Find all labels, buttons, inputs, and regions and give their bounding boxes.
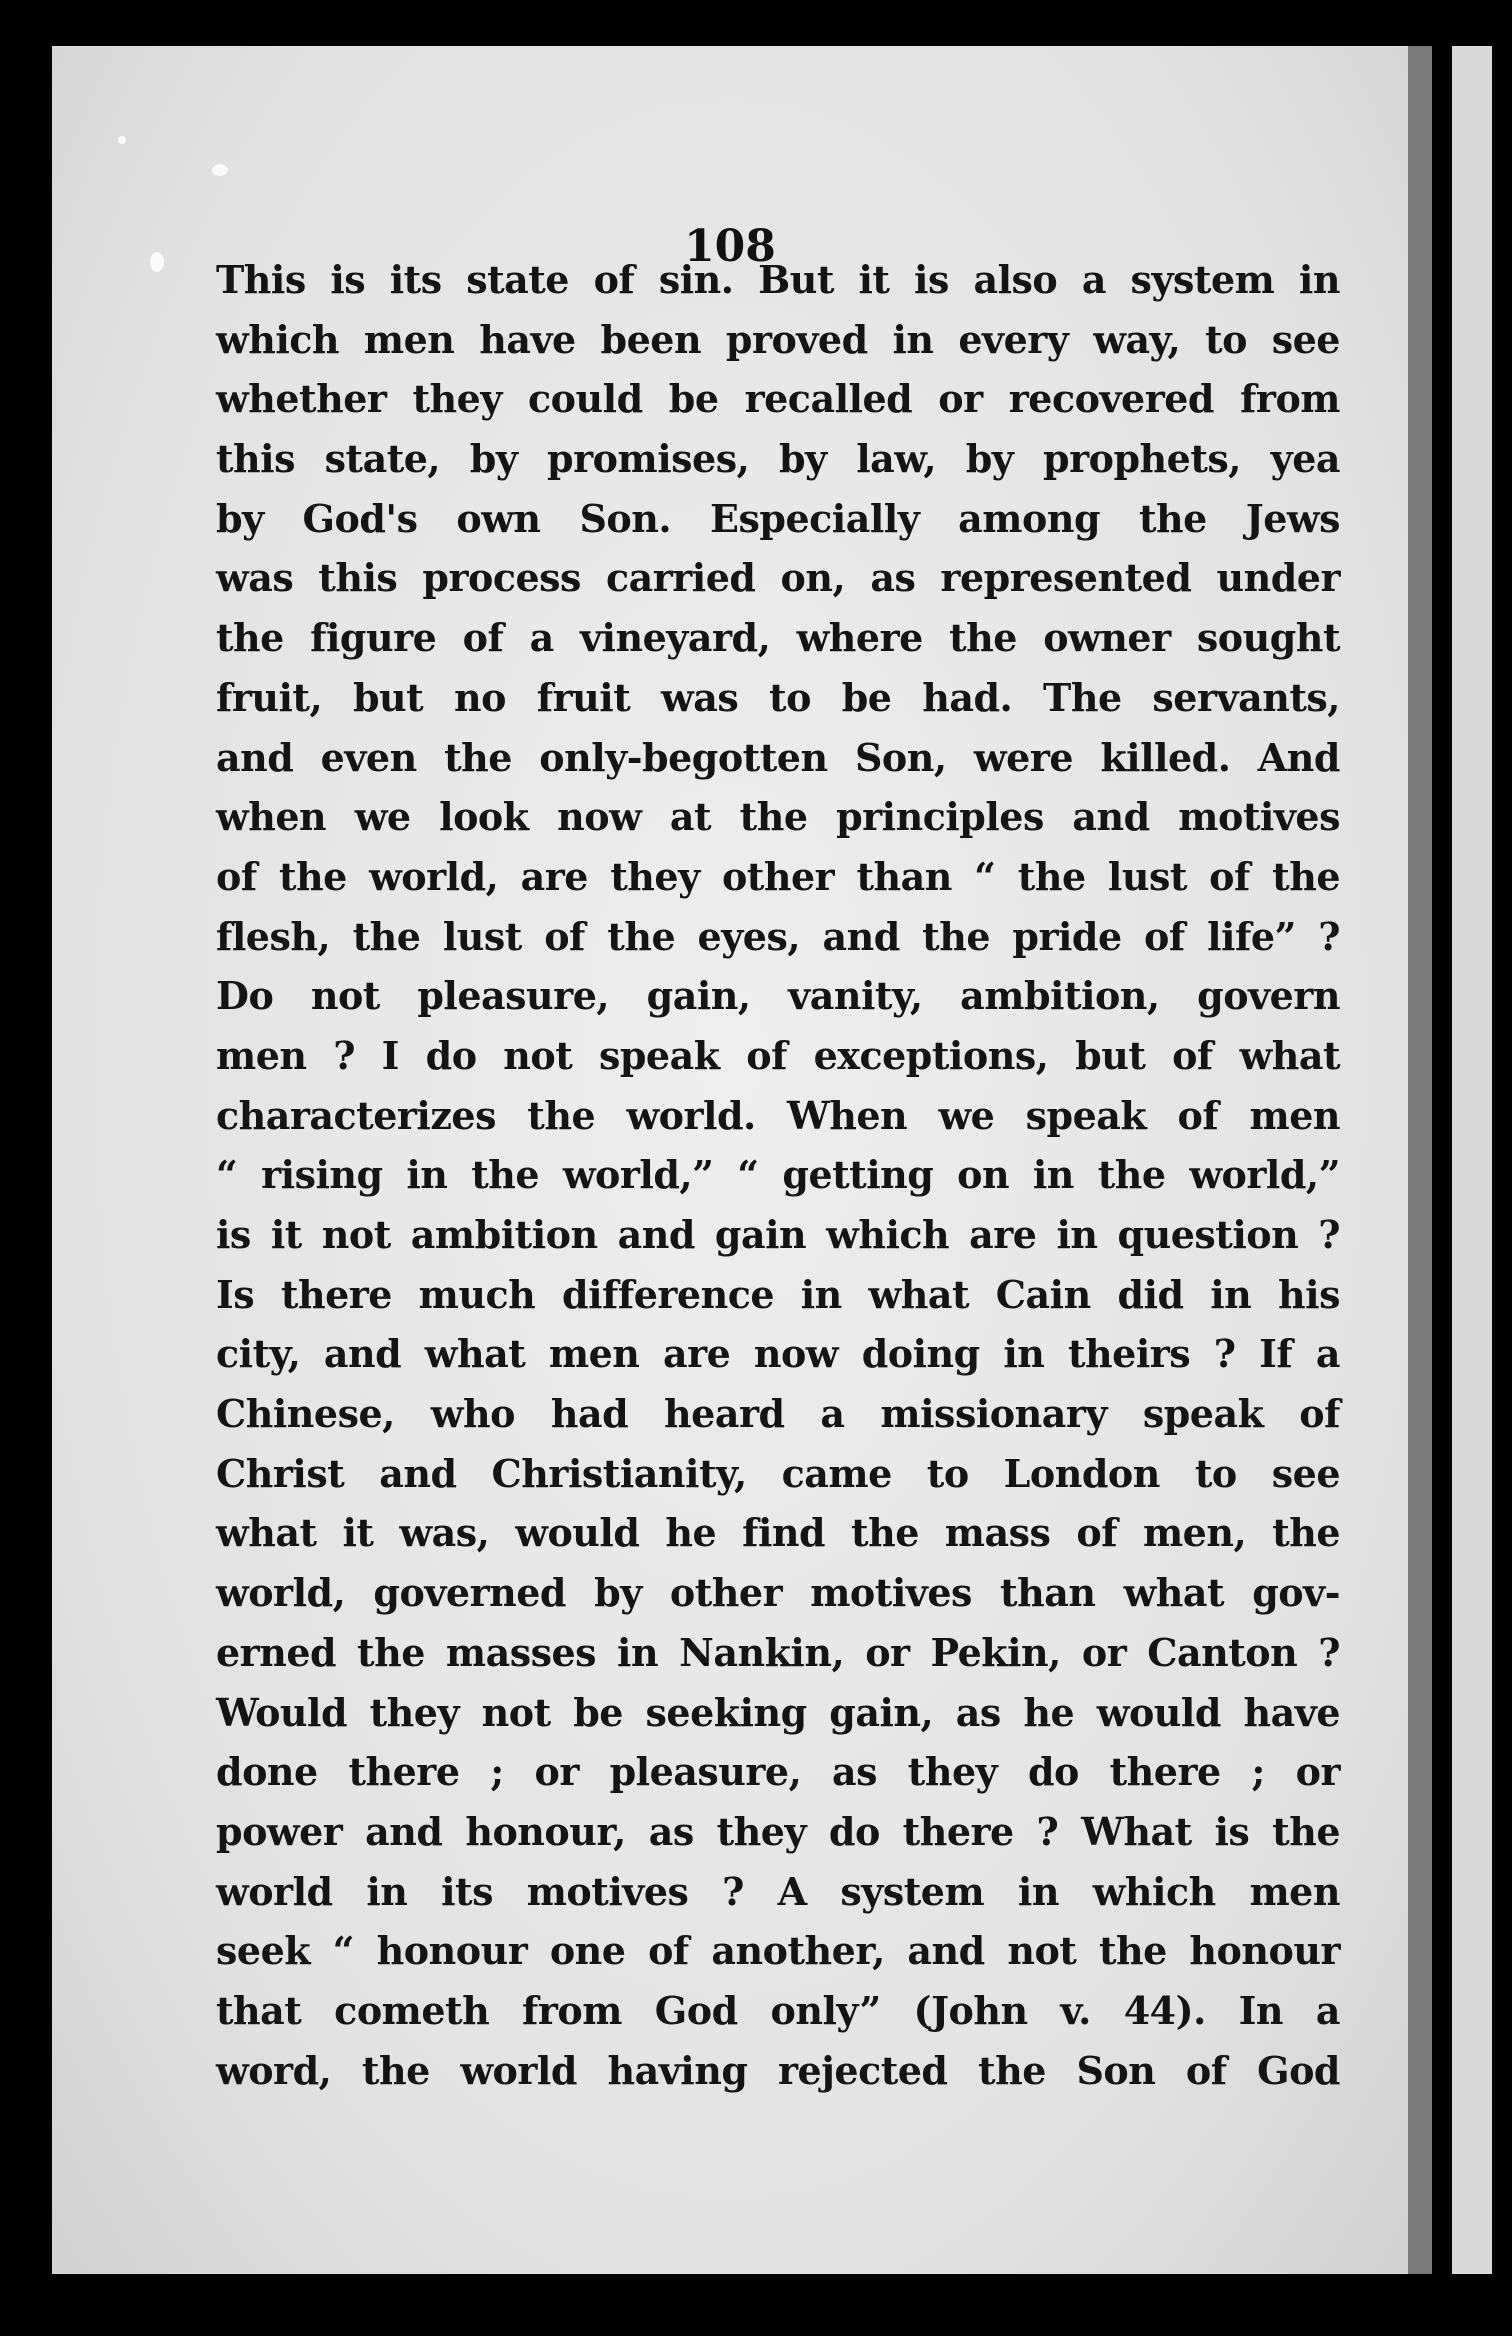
text-line: by God's own Son. Especially among the Jews [216, 495, 1340, 541]
text-line: when we look now at the principles and motives [216, 794, 1340, 840]
text-line: flesh, the lust of the eyes, and the pride of life” ? [216, 913, 1340, 959]
text-line: Is there much difference in what Cain did in his [216, 1271, 1340, 1317]
paper-speck [118, 136, 126, 144]
text-line: and even the only-begotten Son, were killed. And [216, 734, 1340, 780]
text-line: “ rising in the world,” “ getting on in the world,” [216, 1152, 1340, 1198]
text-line: this state, by promises, by law, by prophets, yea [216, 436, 1340, 482]
adjacent-page-edge [1452, 46, 1492, 2274]
text-line: seek “ honour one of another, and not the honour [216, 1928, 1340, 1974]
text-line: Chinese, who had heard a missionary speak of [216, 1391, 1340, 1437]
page-edge-shadow [1408, 46, 1432, 2274]
paper-speck [212, 164, 228, 176]
text-line: power and honour, as they do there ? What is the [216, 1808, 1340, 1854]
paper-speck [150, 252, 164, 272]
text-line: which men have been proved in every way, to see [216, 316, 1340, 362]
text-line: This is its state of sin. But it is also a system in [216, 257, 1340, 302]
text-line: world in its motives ? A system in which men [216, 1868, 1340, 1914]
text-line: of the world, are they other than “ the lust of the [216, 853, 1340, 899]
text-line: characterizes the world. When we speak of men [216, 1092, 1340, 1138]
text-line: is it not ambition and gain which are in question ? [216, 1212, 1340, 1257]
text-line: that cometh from God only” (John v. 44). In a [216, 1987, 1340, 2033]
page-number: 108 [684, 221, 776, 272]
text-line: Would they not be seeking gain, as he would have [216, 1689, 1340, 1735]
text-line: word, the world having rejected the Son of God [216, 2047, 1340, 2093]
body-text [216, 250, 1340, 2100]
text-line: city, and what men are now doing in theirs ? If a [216, 1331, 1340, 1377]
text-line: what it was, would he find the mass of men, the [216, 1510, 1340, 1556]
text-line: erned the masses in Nankin, or Pekin, or Canton ? [216, 1629, 1340, 1675]
text-line: men ? I do not speak of exceptions, but of what [216, 1032, 1340, 1078]
text-line: fruit, but no fruit was to be had. The servants, [216, 674, 1340, 720]
text-line: done there ; or pleasure, as they do there ; or [216, 1749, 1340, 1795]
text-line: Christ and Christianity, came to London to see [216, 1450, 1340, 1496]
text-line: was this process carried on, as represented under [216, 555, 1340, 601]
text-line: Do not pleasure, gain, vanity, ambition, govern [216, 973, 1340, 1019]
text-line: world, governed by other motives than what gov- [216, 1570, 1340, 1616]
text-line: the figure of a vineyard, where the owner sought [216, 615, 1340, 661]
text-line: whether they could be recalled or recovered from [216, 376, 1340, 422]
